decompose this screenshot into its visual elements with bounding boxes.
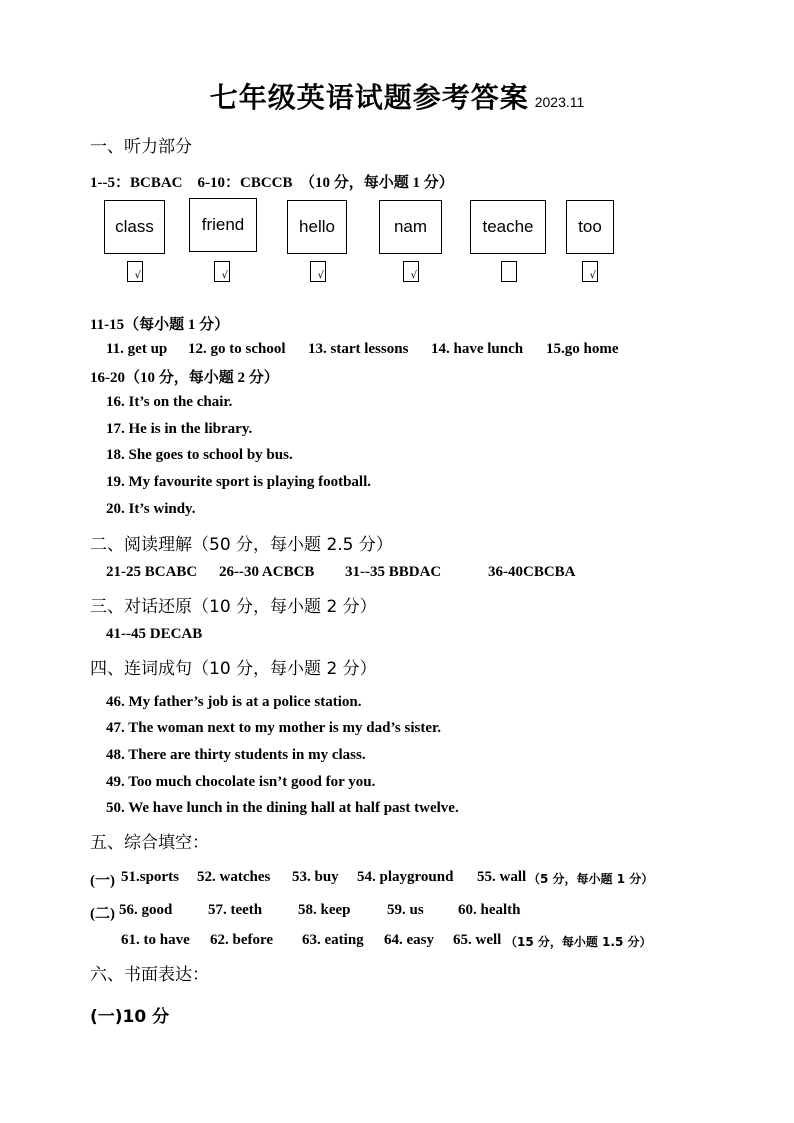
checkbox-hello: √ xyxy=(310,261,326,282)
part1-score: （5 分，每小题 1 分） xyxy=(528,872,654,886)
word-box-teache: teache xyxy=(470,200,546,254)
q41-45-answer: 41--45 DECAB xyxy=(106,626,203,642)
q31-35-answer: 31--35 BBDAC xyxy=(345,564,442,580)
checkbox-teache xyxy=(501,261,517,282)
q19-answer: 19. My favourite sport is playing football. xyxy=(106,474,371,490)
part1-prefix: (一) xyxy=(90,873,115,889)
section2-heading: 二、阅读理解（50 分，每小题 2.5 分） xyxy=(90,535,393,555)
title-main: 七年级英语试题参考答案 xyxy=(209,81,529,114)
q57-answer: 57. teeth xyxy=(208,902,263,918)
word-box-friend: friend xyxy=(189,198,257,252)
q60-answer: 60. health xyxy=(458,902,521,918)
q11-answer: 11. get up xyxy=(106,341,168,357)
section6-heading: 六、书面表达： xyxy=(90,965,209,985)
q63-answer: 63. eating xyxy=(302,932,364,948)
checkbox-class: √ xyxy=(127,261,143,282)
q49-answer: 49. Too much chocolate isn’t good for you. xyxy=(106,774,376,790)
word-box-nam: nam xyxy=(379,200,442,254)
q18-answer: 18. She goes to school by bus. xyxy=(106,447,293,463)
section1-heading: 一、听力部分 xyxy=(90,137,192,157)
section3-heading: 三、对话还原（10 分，每小题 2 分） xyxy=(90,597,377,617)
q21-25-answer: 21-25 BCABC xyxy=(106,564,198,580)
q58-answer: 58. keep xyxy=(298,902,351,918)
section4-heading: 四、连词成句（10 分，每小题 2 分） xyxy=(90,659,377,679)
q62-answer: 62. before xyxy=(210,932,274,948)
part2-prefix: (二) xyxy=(90,906,115,922)
q48-answer: 48. There are thirty students in my class. xyxy=(106,747,366,763)
q64-answer: 64. easy xyxy=(384,932,434,948)
q50-answer: 50. We have lunch in the dining hall at half past twelve. xyxy=(106,800,459,816)
checkbox-friend: √ xyxy=(214,261,230,282)
q51-answer: 51.sports xyxy=(121,869,179,885)
q20-answer: 20. It’s windy. xyxy=(106,501,196,517)
q16-20-heading: 16-20（10 分，每小题 2 分） xyxy=(90,370,279,386)
q56-answer: 56. good xyxy=(119,902,173,918)
q55-answer: 55. wall xyxy=(477,869,527,885)
q47-answer: 47. The woman next to my mother is my dad’s sister. xyxy=(106,720,442,736)
q59-answer: 59. us xyxy=(387,902,424,918)
checkbox-nam: √ xyxy=(403,261,419,282)
document-title xyxy=(0,76,794,116)
title-date: 2023.11 xyxy=(534,94,585,110)
q36-40-answer: 36-40CBCBA xyxy=(488,564,576,580)
word-box-class: class xyxy=(104,200,165,254)
q11-15-heading: 11-15（每小题 1 分） xyxy=(90,317,230,333)
q46-answer: 46. My father’s job is at a police station. xyxy=(106,694,362,710)
q52-answer: 52. watches xyxy=(197,869,271,885)
word-box-too: too xyxy=(566,200,614,254)
q1-10-answers: 1--5：BCBAC 6-10：CBCCB （10 分，每小题 1 分） xyxy=(90,175,454,191)
q17-answer: 17. He is in the library. xyxy=(106,421,253,437)
q26-30-answer: 26--30 ACBCB xyxy=(219,564,315,580)
q61-answer: 61. to have xyxy=(121,932,190,948)
q13-answer: 13. start lessons xyxy=(308,341,409,357)
q54-answer: 54. playground xyxy=(357,869,454,885)
checkbox-too: √ xyxy=(582,261,598,282)
q65-answer: 65. well xyxy=(453,932,502,948)
q14-answer: 14. have lunch xyxy=(431,341,524,357)
word-box-hello: hello xyxy=(287,200,347,254)
section5-heading: 五、综合填空： xyxy=(90,833,209,853)
part2-score: （15 分，每小题 1.5 分） xyxy=(505,935,652,949)
q12-answer: 12. go to school xyxy=(188,341,286,357)
q16-answer: 16. It’s on the chair. xyxy=(106,394,233,410)
q15-answer: 15.go home xyxy=(546,341,619,357)
section6-part1: (一)10 分 xyxy=(90,1007,170,1027)
q53-answer: 53. buy xyxy=(292,869,339,885)
